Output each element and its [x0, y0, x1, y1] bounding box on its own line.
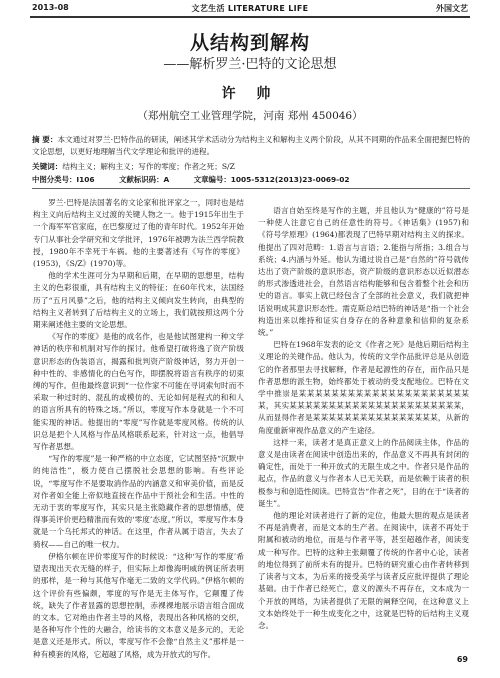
keywords	[32, 161, 470, 173]
section-name: 外国文艺	[436, 4, 468, 13]
abstract-text: 本文通过对罗兰·巴特作品的研读，阐述其学术活动分为结构主义和解构主义两个阶段，从其不同期的作品来全面把握巴特的文论思想，以更好地理解当代文学理论和批评的进程。	[32, 135, 470, 156]
body-paragraph: “写作的零度”是一种严格的中立态度，它试图坚持“沉默中的纯洁性”，极力使自己摆脱社会思想的影响。有些评论说，“零度写作不是要取消作品的内涵意义和审美价值，而是反对作者如全能上帝似地直接在作品中干预社会和生活。中性的无动于衷的零度写作，其实只是主张隐藏作者的思想情感，使得事美评价更趋精准而有效的‘零度’态度。”所以，零度写作本身就是一个乌托邦式的神话。在这里，作者从属于语言，失去了骑权——自己的唯一权力。	[33, 454, 244, 549]
running-header	[0, 0, 500, 20]
keywords-text: 结构主义；解构主义；写作的零度；作者之死；S/Z	[62, 162, 235, 171]
journal-name: 文艺生活 LITERATURE LIFE	[191, 4, 309, 13]
article-number: 文章编号：1005-5312(2013)23-0069-02	[193, 175, 350, 184]
keywords-label: 关键词：	[32, 162, 63, 171]
article-title: 从结构到解构	[189, 32, 310, 54]
abstract-rule	[32, 188, 470, 189]
header-rule	[30, 16, 470, 18]
body-paragraph: 《写作的零度》是他的成名作，也是他试图建构一种文学神话的秩序和机制对写作的探讨。他希望打破将逸了资产阶级意识形态的伪装语言，揭露和批判资产阶级神话，努力开创一种中性的、非感情化的白色写作，即摆脱将语言有秩序的切束缚的写作。但他最终意识到“一位作家不可能在寻词索句时而不采取一种过时的、混乱的或模仿的、无论如何是程式的和和人的语言所具有的特殊之场。”所以，零度写作本身就是一个不可能实现的神话。他提出的“零度”写作就是零度风格。传统的认识总是把个人风格与作品风格联系起来，针对这一点，他倡导写作者思想。	[33, 332, 244, 452]
body-paragraph: 语言自始至终是写作的主题，并且他认为“健康的”符号是一种使人注意它自己的任意性的符号。《神话集》(1957)和《符号学原理》(1964)都表现了巴特早期对结构主义的探求。他提出了四对范畴：1.语言与言语；2.能指与所指；3.组合与系统；4.内涵与外延。他认为通过说自己是“自然的”符号就传达出了资产阶级的意识形态，资产阶级的意识形态以近似潜态的形式渗透进社会，自然语言结构能够和包含着整个社会和历史的语言。事实上就已经包含了全部的社会意义，我们就把神话说明成其意识形态性。需克斯总结巴特的神话是“指一个社会构造出来以维持和证实自身存在的各种意象和信仰的复杂系统。”	[258, 206, 469, 338]
classification-line	[32, 174, 470, 186]
abstract	[32, 134, 470, 158]
left-column	[33, 197, 244, 661]
document-code: 文献标识码：A	[119, 175, 170, 184]
clc-number: 中图分类号：I106	[32, 175, 95, 184]
body-paragraph: 罗兰·巴特是法国著名的文论家和批评家之一，同时也是结构主义向后结构主义过渡的关键人物之一。他于1915年出生于一个海军军官家庭，在巴黎度过了他的青年时代。1952年开始专门从事社会学研究和文学批评，1976年被聘为法兰西学院教授，1980年不幸死于车祸。他的主要著述有《写作的零度》(1953)，《S/Z》(1970)等。	[33, 198, 244, 269]
issue-date: 2013-08	[32, 3, 69, 12]
abstract-label: 摘 要：	[32, 135, 58, 144]
article-subtitle: ——解析罗兰·巴特的文论思想	[163, 57, 337, 72]
body-paragraph: 他的学术生涯可分为早期和后期，在早期的思想里，结构主义的色彩很重，具有结构主义的特征；在60年代末，法国经历了“五月风暴”之后，他的结构主义倾向发生转向，由典型的结构主义者转到了后结构主义的立场上，我们就按照这两个分期来阐述他主要的文论思想。	[33, 271, 244, 330]
body-paragraph: 他的理论对读者进行了新的定位，他最大胆的观点是读者不再是消费者，而是文本的生产者。在阅读中，读者不再处于附属和被动的地位，而是与作者平等，甚至超越作者，阅读变成一种写作。巴特的这种主张颠覆了传统的作者中心论，读者的地位得到了前所未有的提升。巴特的研究重心由作者转移到了读者与文本，为后来的接受美学与读者反应批评提供了理论基础。由于作者已经死亡，意义的源头不再存在，文本成为一个开放的网络，为读者提供了无限的阐释空间，在这种意义上文本始终处于一种生成变化之中，这就是巴特的后结构主义观念。	[258, 511, 469, 630]
page-number: 69	[456, 655, 468, 664]
author-name: 许 帅	[221, 86, 279, 102]
author-affiliation: （郑州航空工业管理学院，河南 郑州 450046）	[137, 110, 363, 122]
body-paragraph: 伊格尔顿在评价零度写作的时候说：“这种‘写作的零度’希望表现出天衣无缝的样子，但实际上却像海明威的例证所表明的那样，是一种与其他写作毫无二致的文学代码。”伊格尔顿的这个评价有些偏颇，零度的写作是无主体写作，它颠覆了传统，缺失了作者显露的思想控制，赤裸裸地展示语言组合面成的文本。它对绝由作者主导的风格，表现出各种风格的交织，是各种写作个性的大融合，给读书的文本意义是多元的，无论是意义还是形式。所以，零度写作不会像“自然主义”那样是一种有模套的风格，它超越了风格，成为开放式的写作。	[33, 551, 244, 659]
body-paragraph: 这样一来，读者才是真正意义上的作品阅读主体，作品的意义是由读者在阅读中创造出来的，作品意义不再具有封闭的确定性，而处于一种开放式的无限生成之中。作者只是作品的起点，作品的意义与作者本人已无关联，而是依赖于读者的积极参与和创造性阅读。巴特宣告“作者之死”，目的在于“读者的诞生”。	[258, 437, 469, 508]
body-paragraph: 巴特在1968年发表的论文《作者之死》是他后期后结构主义理论的关键作品。他认为，传统的文学作品批评总是从创造它的作者那里去寻找解释，作者是起源性的存在，而作品只是作者思想的派生物，始终都处于被动的受支配地位。巴特在文学中推崇是某某某某某某某某某某某某某某某某某某某某某某，其实某某某某某某某某某某某某某某某某某某某某某某，从而显得作者是某某某某某某某某某某某某某某某某，从新的角度重新审视作品意义的产生途径。	[258, 340, 469, 435]
right-column	[258, 205, 469, 632]
